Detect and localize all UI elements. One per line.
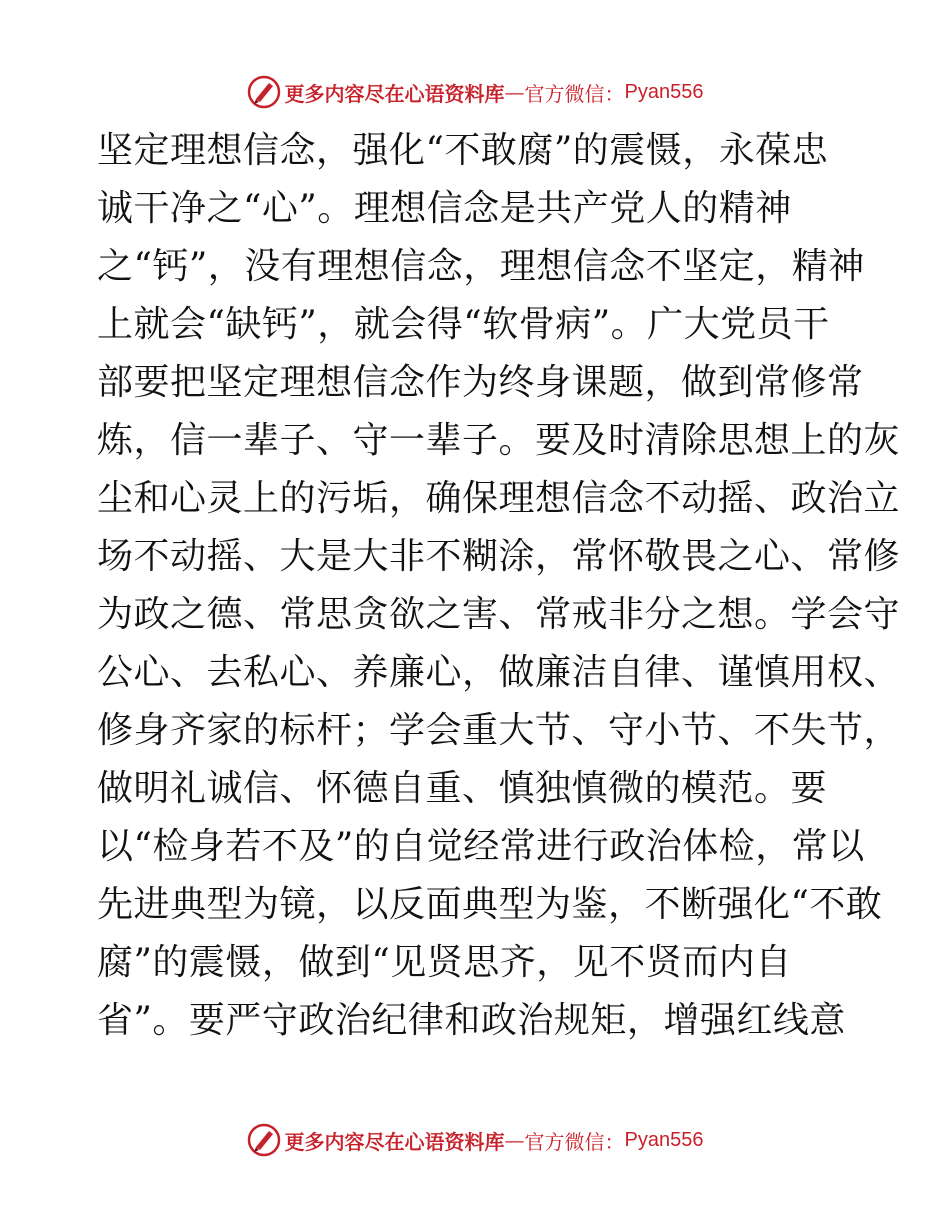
- header-wechat-label: 官方微信：: [524, 81, 625, 106]
- body-line: 场不动摇、大是大非不糊涂，常怀敬畏之心、常修: [97, 536, 901, 577]
- body-line: 上就会“缺钙”，就会得“软骨病”。广大党员干: [97, 304, 830, 345]
- body-line: 炼，信一辈子、守一辈子。要及时清除思想上的灰: [97, 420, 901, 461]
- footer-wechat-label: 官方微信：: [524, 1129, 625, 1154]
- header-site-name: 更多内容尽在心语资料库: [284, 81, 505, 106]
- body-line: 做明礼诚信、怀德自重、慎独慎微的模范。要: [97, 768, 828, 809]
- footer-site-name: 更多内容尽在心语资料库: [284, 1129, 505, 1154]
- quill-logo-icon: [247, 75, 281, 109]
- body-line: 尘和心灵上的污垢，确保理想信念不动摇、政治立: [97, 478, 901, 519]
- body-line: 公心、去私心、养廉心，做廉洁自律、谨慎用权、: [97, 652, 901, 693]
- document-body: [97, 122, 901, 1050]
- body-line: 修身齐家的标杆；学会重大节、守小节、不失节，: [97, 710, 901, 751]
- footer-dash: —: [504, 1128, 525, 1152]
- body-line: 先进典型为镜，以反面典型为鉴，不断强化“不敢: [97, 884, 883, 925]
- header-banner: [0, 72, 950, 112]
- footer-banner: [0, 1120, 950, 1160]
- body-line: 腐”的震慑，做到“见贤思齐，见不贤而内自: [97, 942, 792, 983]
- body-line: 部要把坚定理想信念作为终身课题，做到常修常: [97, 362, 864, 403]
- body-line: 之“钙”，没有理想信念，理想信念不坚定，精神: [97, 246, 865, 287]
- body-line: 诚干净之“心”。理想信念是共产党人的精神: [97, 188, 792, 229]
- body-line: 坚定理想信念，强化“不敢腐”的震慑，永葆忠: [97, 130, 829, 171]
- header-wechat-id: Pyan556: [624, 80, 704, 103]
- body-line: 以“检身若不及”的自觉经常进行政治体检，常以: [97, 826, 865, 867]
- body-line: 为政之德、常思贪欲之害、常戒非分之想。学会守: [97, 594, 901, 635]
- quill-logo-icon: [247, 1123, 281, 1157]
- body-line: 省”。要严守政治纪律和政治规矩，增强红线意: [97, 1000, 846, 1041]
- header-dash: —: [504, 80, 525, 104]
- footer-wechat-id: Pyan556: [624, 1128, 704, 1151]
